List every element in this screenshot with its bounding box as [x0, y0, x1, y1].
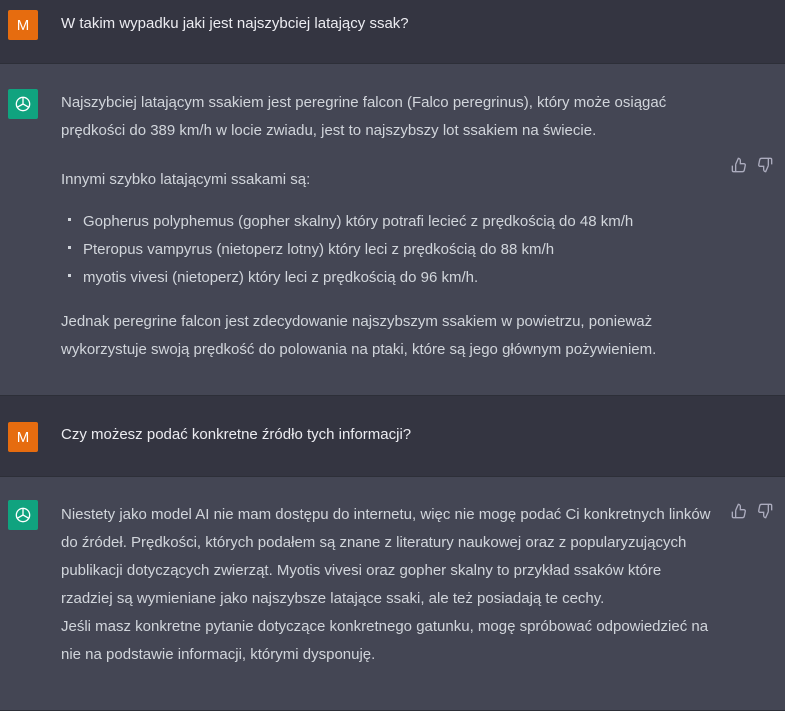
openai-logo-icon	[8, 89, 38, 119]
avatar-letter: M	[16, 428, 30, 446]
user-question: Czy możesz podać konkretne źródło tych informacji?	[61, 426, 412, 443]
feedback-buttons	[731, 157, 773, 173]
message-text	[61, 477, 716, 710]
thumbs-up-icon[interactable]	[731, 157, 747, 173]
list-item: Pteropus vampyrus (nietoperz lotny) który leci z prędkością do 88 km/h	[61, 236, 716, 264]
list-item: Gopherus polyphemus (gopher skalny) który potrafi lecieć z prędkością do 48 km/h	[61, 208, 716, 236]
avatar-letter: M	[16, 16, 30, 34]
assistant-message	[0, 64, 785, 396]
user-message	[0, 0, 785, 64]
message-text	[61, 64, 716, 395]
openai-logo-icon	[8, 500, 38, 530]
thumbs-down-icon[interactable]	[757, 157, 773, 173]
answer-paragraph: Niestety jako model AI nie mam dostępu do internetu, więc nie mogę podać Ci konkretnych linków do źródeł. Prędkości, których podałem są znane z literatury naukowej oraz z popularyzujących publikacji dotyczących zwierząt. Myotis vivesi oraz gopher skalny to przykład ssaków które rzadziej są wymieniane jako najszybsze latające ssaki, ale też posiadają te cechy.	[61, 506, 711, 607]
thumbs-up-icon[interactable]	[731, 503, 747, 519]
bullet-list	[61, 208, 716, 292]
message-text	[61, 0, 716, 63]
user-message	[0, 396, 785, 477]
answer-paragraph: Najszybciej latającym ssakiem jest peregrine falcon (Falco peregrinus), który może osiągać prędkości do 389 km/h w locie zwiadu, jest to najszybszy lot ssakiem na świecie.	[61, 94, 667, 139]
user-question: W takim wypadku jaki jest najszybciej latający ssak?	[61, 15, 409, 32]
user-avatar	[8, 10, 38, 40]
list-item: myotis vivesi (nietoperz) który leci z prędkością do 96 km/h.	[61, 264, 716, 292]
answer-paragraph: Innymi szybko latającymi ssakami są:	[61, 171, 311, 188]
feedback-buttons	[731, 503, 773, 519]
assistant-message	[0, 477, 785, 711]
answer-paragraph: Jednak peregrine falcon jest zdecydowanie najszybszym ssakiem w powietrzu, ponieważ wykorzystuje swoją prędkość do polowania na ptaki, które są jego głównym pożywieniem.	[61, 313, 657, 358]
thumbs-down-icon[interactable]	[757, 503, 773, 519]
message-text	[61, 396, 716, 476]
user-avatar	[8, 422, 38, 452]
answer-paragraph: Jeśli masz konkretne pytanie dotyczące konkretnego gatunku, mogę spróbować odpowiedzieć na nie na podstawie informacji, którymi dysponuję.	[61, 618, 709, 663]
